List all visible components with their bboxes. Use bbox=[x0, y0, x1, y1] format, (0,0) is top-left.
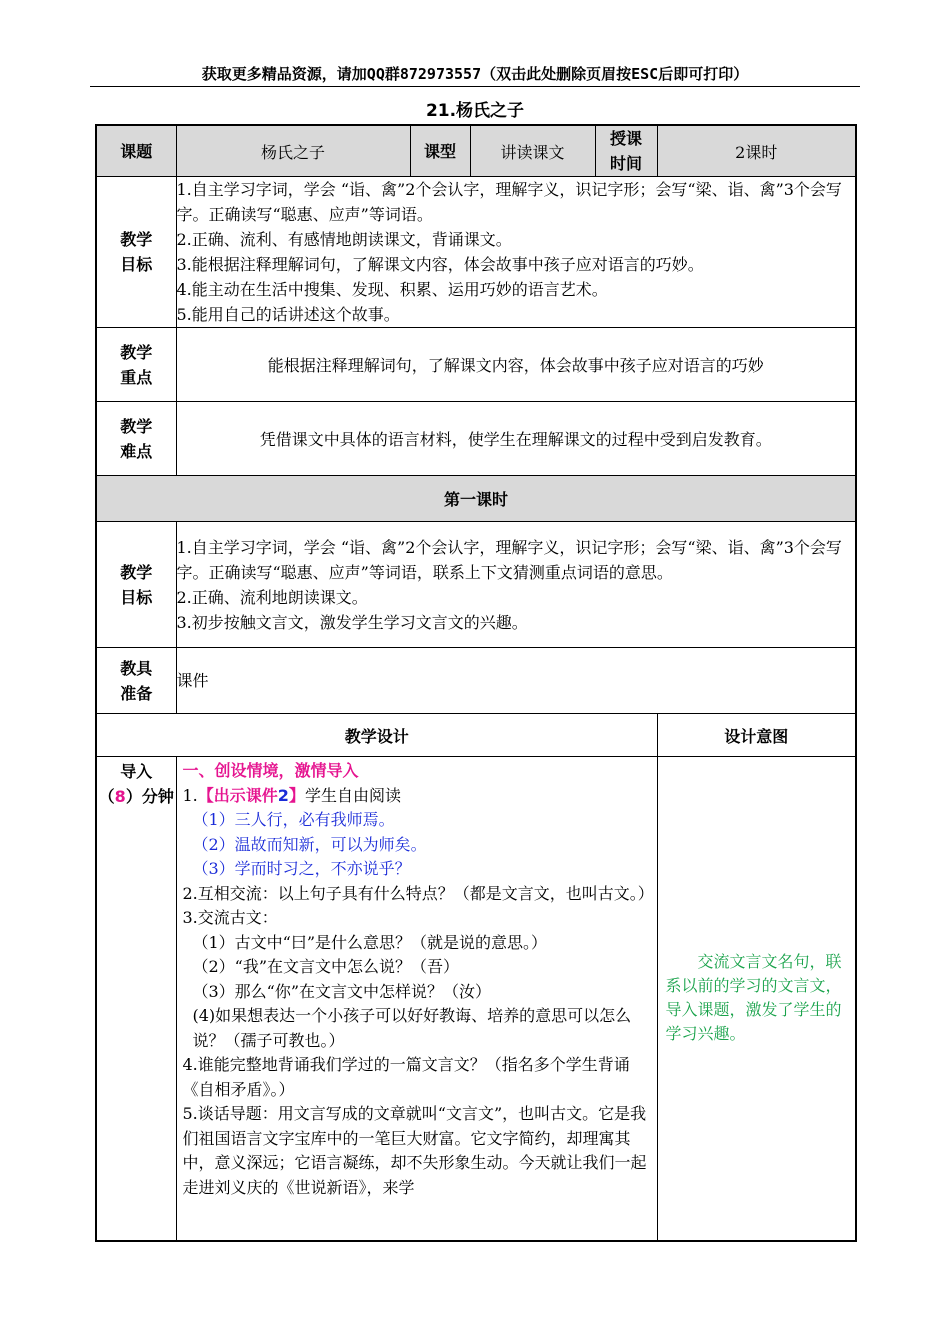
tools-label: 教具 准备 bbox=[96, 648, 176, 714]
step1: 1.【出示课件2】学生自由阅读 bbox=[182, 785, 401, 805]
lesson1-goals-row bbox=[96, 522, 856, 648]
goal-line: 4.能主动在生活中搜集、发现、积累、运用巧妙的语言艺术。 bbox=[176, 280, 608, 299]
info-row bbox=[96, 125, 856, 177]
topic-label: 课题 bbox=[96, 125, 176, 177]
lesson1-goals-label: 教学 目标 bbox=[96, 522, 176, 648]
step3-item: （1）古文中“曰”是什么意思？（就是说的意思。） bbox=[192, 932, 548, 952]
intro-intent: 交流文言文名句，联系以前的学习的文言文，导入课题，激发了学生的学习兴趣。 bbox=[657, 757, 856, 1241]
goal-line: 1.自主学习字词，学会 “诣、禽”2个会认字，理解字义，识记字形；会写“梁、诣、禽”3个会写字。正确读写“聪惠、应声”等词语。 bbox=[176, 180, 842, 224]
difficulty-label: 教学 难点 bbox=[96, 402, 176, 476]
goals-label: 教学 目标 bbox=[96, 177, 176, 328]
design-header-left: 教学设计 bbox=[96, 714, 657, 757]
header-divider bbox=[90, 86, 860, 87]
goal-line: 5.能用自己的话讲述这个故事。 bbox=[176, 305, 400, 324]
page-header: 获取更多精品资源，请加QQ群872973557（双击此处删除页眉按ESC后即可打印） bbox=[201, 65, 749, 83]
intro-heading: 一、创设情境，激情导入 bbox=[182, 761, 359, 780]
key-point-label: 教学 重点 bbox=[96, 328, 176, 402]
time-label-line2: 时间 bbox=[609, 154, 642, 173]
step2: 2.互相交流：以上句子具有什么特点？（都是文言文，也叫古文。） bbox=[182, 883, 654, 903]
time-value: 2课时 bbox=[657, 125, 856, 177]
step3-item: （2）“我”在文言文中怎么说？（吾） bbox=[192, 957, 460, 976]
goal-line: 2.正确、流利、有感情地朗读课文，背诵课文。 bbox=[176, 230, 512, 249]
key-point-row bbox=[96, 328, 856, 402]
lesson1-title-row bbox=[96, 476, 856, 522]
goals-row bbox=[96, 177, 856, 328]
quote-line: （1）三人行，必有我师焉。 bbox=[192, 810, 395, 829]
step3-item: （3）那么“你”在文言文中怎样说？（汝） bbox=[192, 981, 492, 1001]
difficulty-text: 凭借课文中具体的语言材料，使学生在理解课文的过程中受到启发教育。 bbox=[176, 402, 856, 476]
intro-minutes: 8 bbox=[114, 787, 126, 806]
intro-content bbox=[176, 757, 657, 1241]
tools-row bbox=[96, 648, 856, 714]
intro-label: 导入 （8）分钟 bbox=[96, 757, 176, 1241]
key-point-text: 能根据注释理解词句，了解课文内容，体会故事中孩子应对语言的巧妙 bbox=[176, 328, 856, 402]
type-value: 讲读课文 bbox=[470, 125, 595, 177]
time-label bbox=[595, 125, 657, 177]
goal-line: 2.正确、流利地朗读课文。 bbox=[176, 587, 368, 607]
step3: 3.交流古文： bbox=[182, 908, 278, 927]
lesson-plan-table bbox=[95, 124, 857, 1242]
quote-line: （3）学而时习之，不亦说乎？ bbox=[192, 859, 411, 878]
goal-line: 3.能根据注释理解词句，了解课文内容，体会故事中孩子应对语言的巧妙。 bbox=[176, 255, 704, 274]
goal-line: 1.自主学习字词，学会 “诣、禽”2个会认字，理解字义，识记字形；会写“梁、诣、禽”3个会写字。正确读写“聪惠、应声”等词语，联系上下文猜测重点词语的意思。 bbox=[176, 537, 842, 582]
lesson1-title: 第一课时 bbox=[96, 476, 856, 522]
design-header-row bbox=[96, 714, 856, 757]
step4: 4.谁能完整地背诵我们学过的一篇文言文？（指名多个学生背诵《自相矛盾》。） bbox=[182, 1055, 630, 1099]
quote-line: （2）温故而知新，可以为师矣。 bbox=[192, 834, 427, 854]
intro-row bbox=[96, 757, 856, 1241]
step3-item: (4)如果想表达一个小孩子可以好好教诲、培养的意思可以怎么说？（孺子可教也。） bbox=[192, 1006, 632, 1050]
goal-line: 3.初步按触文言文，激发学生学习文言文的兴趣。 bbox=[176, 612, 528, 632]
topic-value: 杨氏之子 bbox=[176, 125, 410, 177]
time-label-line1: 授课 bbox=[609, 129, 642, 148]
step5: 5.谈话导题：用文言写成的文章就叫“文言文”，也叫古文。它是我们祖国语言文字宝库中的一笔巨大财富。它文字简约，却理寓其中，意义深远；它语言凝练，却不失形象生动。今天就让我们一起走进刘义庆的《世说新语》，来学 bbox=[182, 1104, 647, 1197]
goals-content bbox=[176, 177, 856, 328]
document-title: 21.杨氏之子 bbox=[425, 101, 525, 121]
design-header-right: 设计意图 bbox=[657, 714, 856, 757]
tools-text: 课件 bbox=[176, 648, 856, 714]
difficulty-row bbox=[96, 402, 856, 476]
type-label: 课型 bbox=[410, 125, 470, 177]
lesson1-goals-content bbox=[176, 522, 856, 648]
